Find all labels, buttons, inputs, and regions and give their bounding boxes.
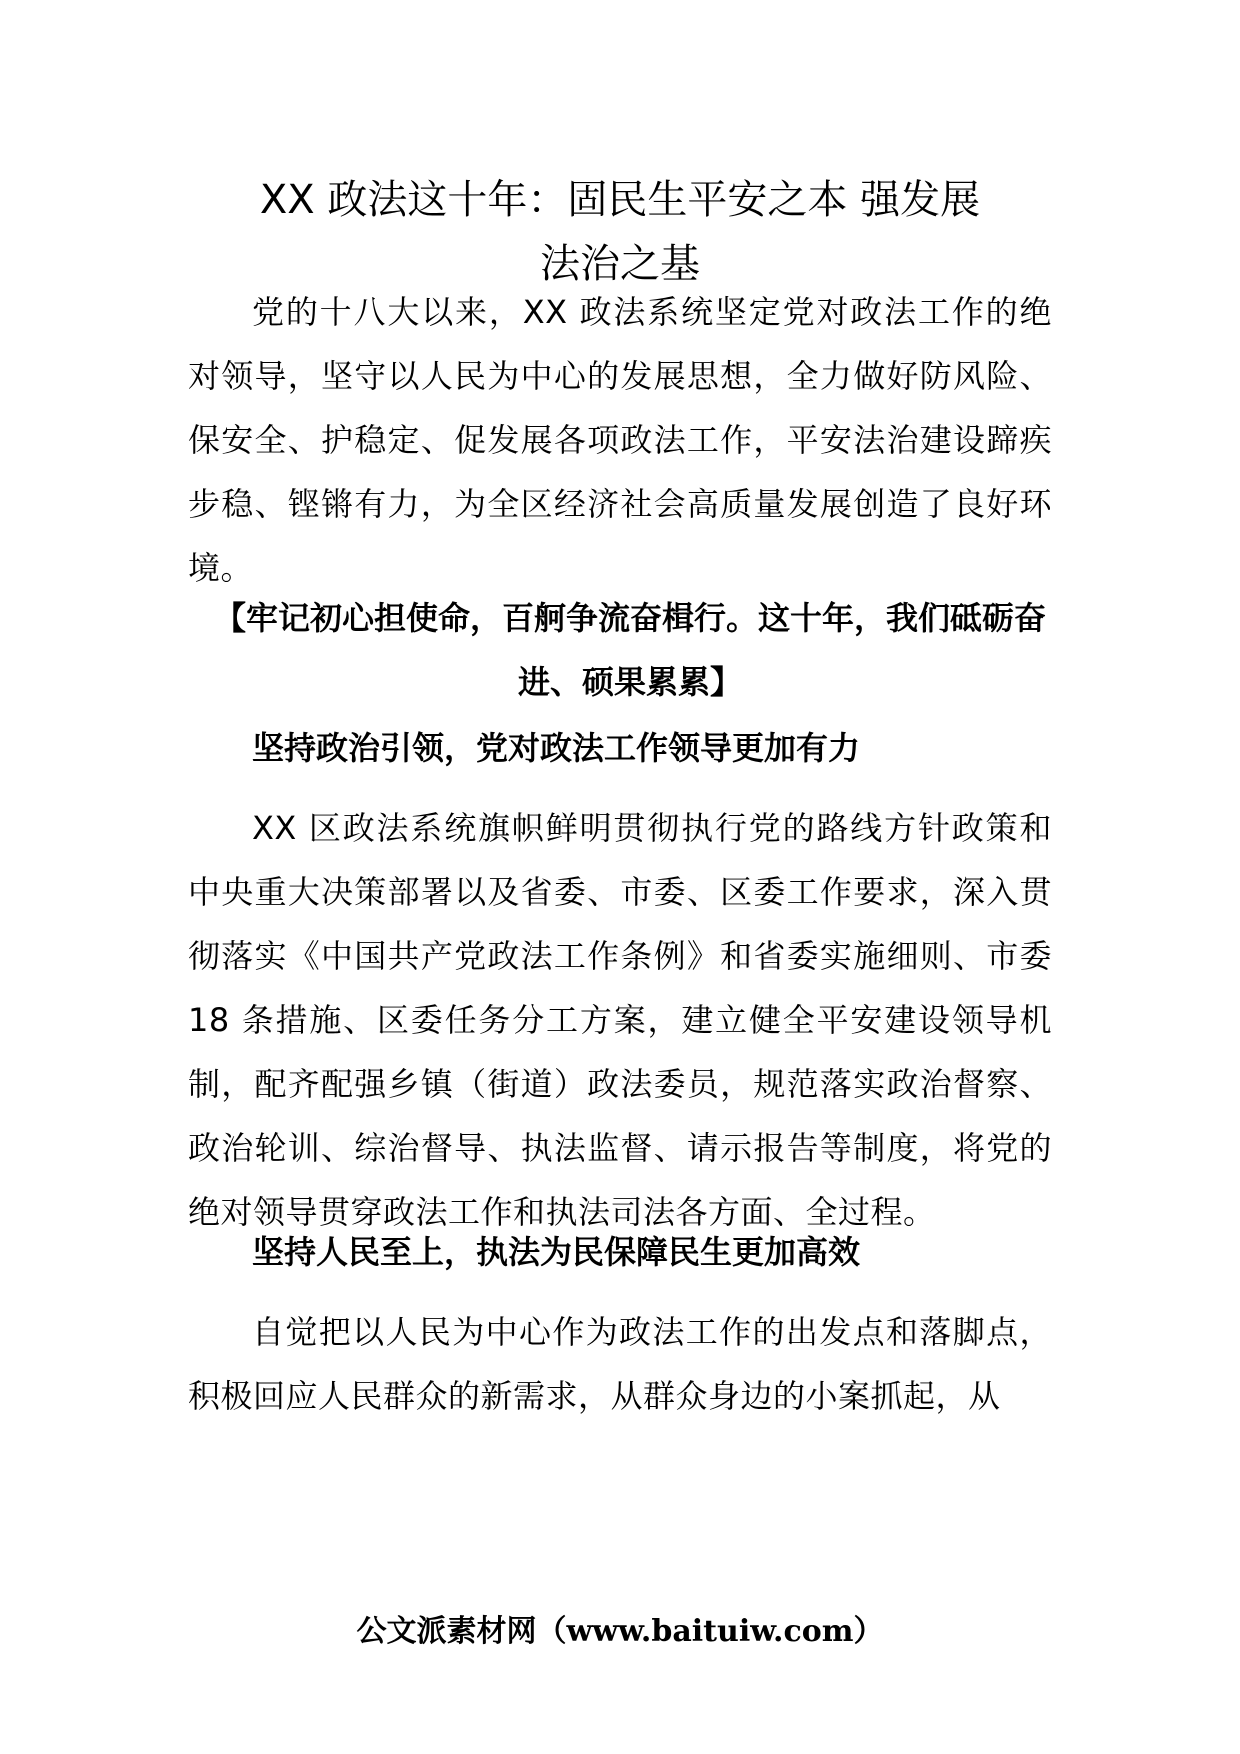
document-title bbox=[190, 168, 1050, 296]
footer-watermark-text: 公文派素材网（www.baituiw.com） bbox=[356, 1614, 884, 1649]
sub-heading-political-leadership: 坚持政治引领，党对政法工作领导更加有力 bbox=[252, 729, 861, 767]
sub-heading-people-first: 坚持人民至上，执法为民保障民生更加高效 bbox=[252, 1233, 861, 1271]
paragraph-people-first: 自觉把以人民为中心作为政法工作的出发点和落脚点，积极回应人民群众的新需求，从群众身边的小案抓起，从 bbox=[188, 1313, 1052, 1415]
intro-paragraph: 党的十八大以来，XX 政法系统坚定党对政法工作的绝对领导，坚守以人民为中心的发展思想，全力做好防风险、保安全、护稳定、促发展各项政法工作，平安法治建设蹄疾步稳、铿锵有力，为全区经济社会高质量发展创造了良好环境。 bbox=[188, 293, 1052, 587]
document-title-line-1: XX 政法这十年：固民生平安之本 强发展 bbox=[259, 177, 981, 223]
section-heading: 【牢记初心担使命，百舸争流奋楫行。这十年，我们砥砺奋进、硕果累累】 bbox=[213, 599, 1046, 701]
document-title-line-2: 法治之基 bbox=[540, 241, 700, 287]
paragraph-political-leadership: XX 区政法系统旗帜鲜明贯彻执行党的路线方针政策和中央重大决策部署以及省委、市委、区委工作要求，深入贯彻落实《中国共产党政法工作条例》和省委实施细则、市委 18 条措施、区委任务分工方案，建立健全平安建设领导机制，配齐配强乡镇（街道）政法委员，规范落实政治督察、政治轮训、综治督导、执法监督、请示报告等制度，将党的绝对领导贯穿政法工作和执法司法各方面、全过程。 bbox=[188, 809, 1052, 1231]
